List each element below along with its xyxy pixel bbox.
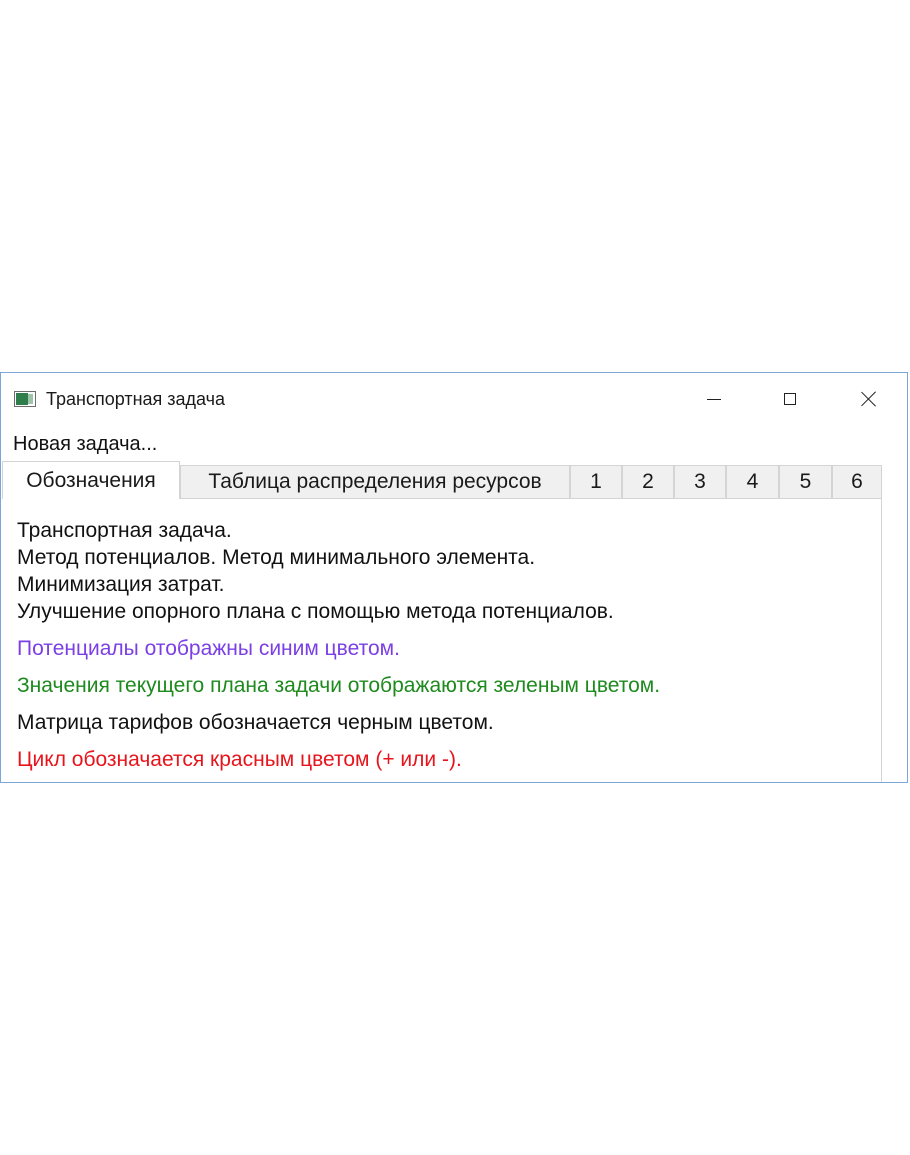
- title-bar[interactable]: [1, 373, 907, 425]
- app-window-icon: [14, 391, 36, 407]
- tab-step-2[interactable]: 2: [622, 465, 674, 498]
- app-window: [0, 372, 908, 783]
- tab-step-6[interactable]: 6: [832, 465, 882, 498]
- description-line: Минимизация затрат.: [17, 573, 225, 596]
- tab-strip: [1, 463, 907, 499]
- legend-cycle: Цикл обозначается красным цветом (+ или -).: [17, 748, 462, 771]
- tab-step-3[interactable]: 3: [674, 465, 726, 498]
- menu-new-task[interactable]: Новая задача...: [13, 433, 158, 455]
- legend-tariff-matrix: Матрица тарифов обозначается черным цветом.: [17, 711, 494, 734]
- maximize-icon: [784, 393, 796, 405]
- legend-current-plan: Значения текущего плана задачи отображаются зеленым цветом.: [17, 674, 661, 697]
- maximize-button[interactable]: [767, 381, 813, 417]
- minimize-button[interactable]: [691, 381, 737, 417]
- tab-step-1[interactable]: 1: [570, 465, 622, 498]
- legend-potentials: Потенциалы отображны синим цветом.: [17, 637, 400, 660]
- description-line: Метод потенциалов. Метод минимального элемента.: [17, 546, 536, 569]
- description-line: Транспортная задача.: [17, 519, 232, 542]
- window-title: Транспортная задача: [46, 389, 226, 409]
- minimize-icon: [707, 399, 721, 400]
- description-line: Улучшение опорного плана с помощью метода потенциалов.: [17, 600, 614, 623]
- close-button[interactable]: [846, 381, 892, 417]
- tab-step-4[interactable]: 4: [726, 465, 779, 498]
- tab-legend[interactable]: Обозначения: [2, 461, 180, 499]
- tab-step-5[interactable]: 5: [779, 465, 832, 498]
- tab-resource-table[interactable]: Таблица распределения ресурсов: [180, 465, 570, 498]
- close-icon: [861, 391, 877, 407]
- tab-panel-legend: [2, 498, 882, 782]
